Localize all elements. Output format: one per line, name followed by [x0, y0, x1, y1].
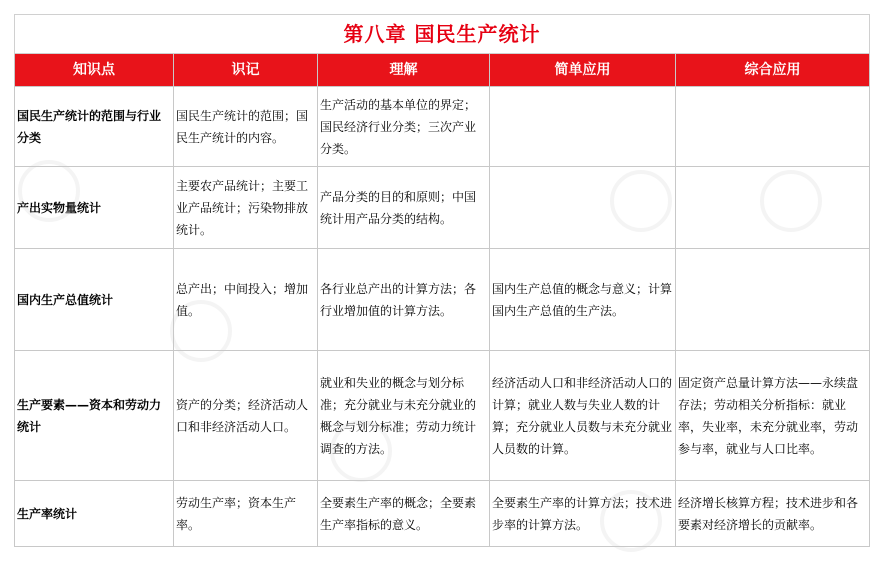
table-row: [15, 351, 870, 481]
complex-apply-cell: [676, 249, 870, 351]
simple-apply-cell: 经济活动人口和非经济活动人口的计算；就业人数与失业人数的计算；充分就业人员数与未充分就业人员数的计算。: [490, 351, 676, 481]
table-row: [15, 87, 870, 167]
header-understand: 理解: [318, 54, 490, 87]
complex-apply-cell: 经济增长核算方程；技术进步和各要素对经济增长的贡献率。: [676, 481, 870, 547]
table-row: [15, 167, 870, 249]
topic-cell: 国民生产统计的范围与行业分类: [15, 87, 174, 167]
understand-cell: 生产活动的基本单位的界定；国民经济行业分类；三次产业分类。: [318, 87, 490, 167]
understand-cell: 产品分类的目的和原则；中国统计用产品分类的结构。: [318, 167, 490, 249]
recall-cell: 劳动生产率；资本生产率。: [174, 481, 318, 547]
complex-apply-cell: [676, 87, 870, 167]
topic-cell: 生产要素——资本和劳动力统计: [15, 351, 174, 481]
understand-cell: 各行业总产出的计算方法；各行业增加值的计算方法。: [318, 249, 490, 351]
recall-cell: 资产的分类；经济活动人口和非经济活动人口。: [174, 351, 318, 481]
table-row: [15, 249, 870, 351]
syllabus-table: [14, 14, 870, 547]
recall-cell: 国民生产统计的范围；国民生产统计的内容。: [174, 87, 318, 167]
header-simple-apply: 简单应用: [490, 54, 676, 87]
simple-apply-cell: [490, 167, 676, 249]
page-title: 第八章 国民生产统计: [15, 15, 870, 54]
header-recall: 识记: [174, 54, 318, 87]
understand-cell: 就业和失业的概念与划分标准；充分就业与未充分就业的概念与划分标准；劳动力统计调查的方法。: [318, 351, 490, 481]
syllabus-sheet: [14, 14, 869, 547]
complex-apply-cell: 固定资产总量计算方法——永续盘存法；劳动相关分析指标：就业率，失业率，未充分就业率，劳动参与率，就业与人口比率。: [676, 351, 870, 481]
header-topic: 知识点: [15, 54, 174, 87]
topic-cell: 国内生产总值统计: [15, 249, 174, 351]
simple-apply-cell: 国内生产总值的概念与意义；计算国内生产总值的生产法。: [490, 249, 676, 351]
topic-cell: 产出实物量统计: [15, 167, 174, 249]
understand-cell: 全要素生产率的概念；全要素生产率指标的意义。: [318, 481, 490, 547]
header-complex-apply: 综合应用: [676, 54, 870, 87]
recall-cell: 总产出；中间投入；增加值。: [174, 249, 318, 351]
recall-cell: 主要农产品统计；主要工业产品统计；污染物排放统计。: [174, 167, 318, 249]
simple-apply-cell: [490, 87, 676, 167]
header-row: [15, 54, 870, 87]
title-row: [15, 15, 870, 54]
simple-apply-cell: 全要素生产率的计算方法；技术进步率的计算方法。: [490, 481, 676, 547]
table-row: [15, 481, 870, 547]
complex-apply-cell: [676, 167, 870, 249]
topic-cell: 生产率统计: [15, 481, 174, 547]
